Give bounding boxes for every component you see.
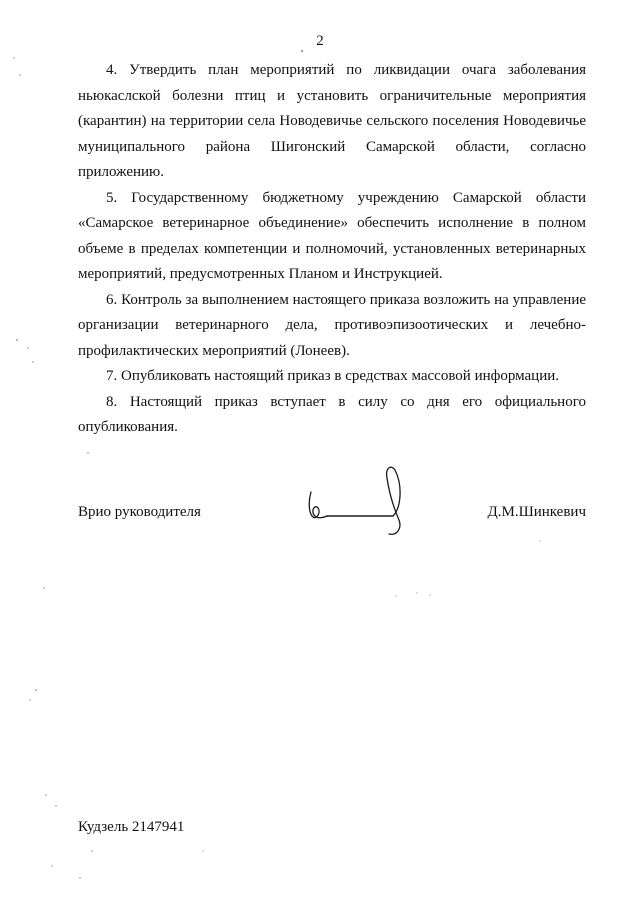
paragraph-item-5: 5. Государственному бюджетному учреждению Самарской области «Самарское ветеринарное объединение» обеспечить исполнение в полном объеме в пределах компетенции и полномочий, установленных ветеринарных мероприятий, предусмотренных Планом и Инструкцией. bbox=[78, 189, 586, 282]
executor-note: Кудзель 2147941 bbox=[78, 819, 185, 835]
signer-position-title: Врио руководителя bbox=[78, 504, 201, 520]
document-body bbox=[78, 58, 586, 441]
signer-name: Д.М.Шинкевич bbox=[487, 504, 586, 520]
paragraph-item-4: 4. Утвердить план мероприятий по ликвидации очага заболевания ньюкаслской болезни птиц и установить ограничительные мероприятия (карантин) на территории села Новодевичье сельского поселения Новодевичье муниципального района Шигонский Самарской области, согласно приложению. bbox=[78, 62, 586, 180]
paragraph-item-8: 8. Настоящий приказ вступает в силу со дня его официального опубликования. bbox=[78, 393, 586, 435]
handwritten-signature bbox=[305, 462, 415, 542]
page-number: 2 bbox=[316, 33, 324, 49]
paragraph-item-6: 6. Контроль за выполнением настоящего приказа возложить на управление организации ветеринарного дела, противоэпизоотических и лечебно-профилактических мероприятий (Лонеев). bbox=[78, 291, 586, 359]
paragraph-item-7: 7. Опубликовать настоящий приказ в средствах массовой информации. bbox=[106, 368, 560, 384]
